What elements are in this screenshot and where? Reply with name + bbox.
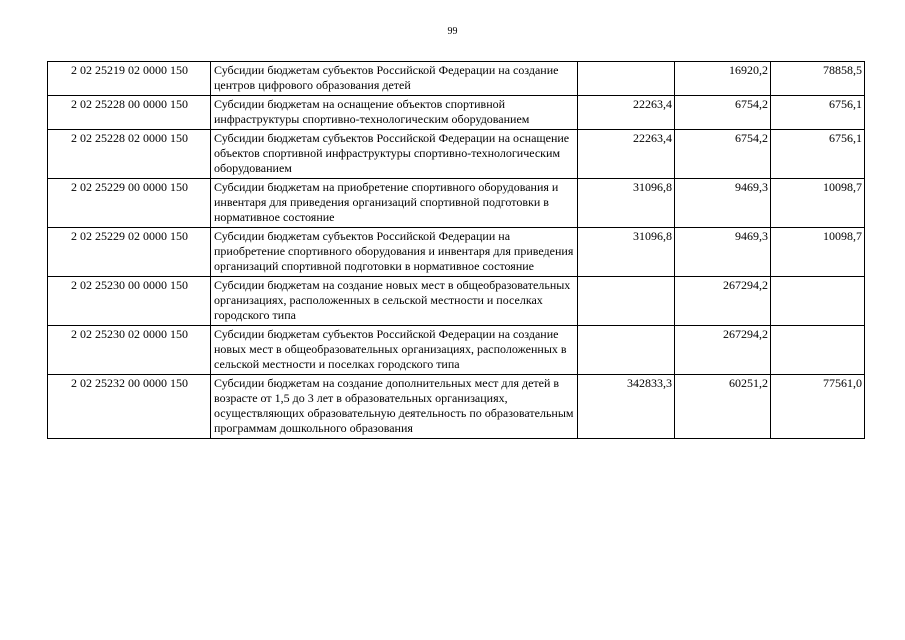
amount-cell-1 xyxy=(578,62,675,96)
amount-cell-3: 6756,1 xyxy=(771,96,865,130)
budget-code-cell: 2 02 25229 00 0000 150 xyxy=(48,179,211,228)
amount-cell-1: 342833,3 xyxy=(578,375,675,439)
amount-cell-1: 22263,4 xyxy=(578,130,675,179)
budget-code-cell: 2 02 25230 02 0000 150 xyxy=(48,326,211,375)
amount-cell-3 xyxy=(771,277,865,326)
budget-code-cell: 2 02 25219 02 0000 150 xyxy=(48,62,211,96)
subsidy-name-cell: Субсидии бюджетам на создание новых мест в общеобразовательных организациях, расположенных в сельской местности и поселках городского типа xyxy=(211,277,578,326)
amount-cell-3: 10098,7 xyxy=(771,179,865,228)
amount-cell-2: 267294,2 xyxy=(675,277,771,326)
table-row xyxy=(48,62,865,96)
table-row xyxy=(48,130,865,179)
subsidy-name-cell: Субсидии бюджетам субъектов Российской Федерации на создание новых мест в общеобразовательных организациях, расположенных в сельской местности и поселках городского типа xyxy=(211,326,578,375)
amount-cell-1 xyxy=(578,277,675,326)
table-row xyxy=(48,326,865,375)
amount-cell-2: 9469,3 xyxy=(675,179,771,228)
budget-code-cell: 2 02 25232 00 0000 150 xyxy=(48,375,211,439)
budget-table xyxy=(47,61,865,439)
amount-cell-2: 16920,2 xyxy=(675,62,771,96)
amount-cell-1: 31096,8 xyxy=(578,179,675,228)
amount-cell-1: 22263,4 xyxy=(578,96,675,130)
amount-cell-3 xyxy=(771,326,865,375)
budget-code-cell: 2 02 25229 02 0000 150 xyxy=(48,228,211,277)
table-row xyxy=(48,277,865,326)
subsidy-name-cell: Субсидии бюджетам на оснащение объектов спортивной инфраструктуры спортивно-технологическим оборудованием xyxy=(211,96,578,130)
amount-cell-1 xyxy=(578,326,675,375)
amount-cell-3: 10098,7 xyxy=(771,228,865,277)
table-row xyxy=(48,228,865,277)
table-row xyxy=(48,96,865,130)
budget-code-cell: 2 02 25228 00 0000 150 xyxy=(48,96,211,130)
amount-cell-3: 78858,5 xyxy=(771,62,865,96)
table-row xyxy=(48,179,865,228)
subsidy-name-cell: Субсидии бюджетам субъектов Российской Федерации на приобретение спортивного оборудования и инвентаря для приведения организаций спортивной подготовки в нормативное состояние xyxy=(211,228,578,277)
budget-code-cell: 2 02 25228 02 0000 150 xyxy=(48,130,211,179)
amount-cell-2: 6754,2 xyxy=(675,130,771,179)
amount-cell-2: 9469,3 xyxy=(675,228,771,277)
budget-code-cell: 2 02 25230 00 0000 150 xyxy=(48,277,211,326)
amount-cell-2: 6754,2 xyxy=(675,96,771,130)
amount-cell-3: 77561,0 xyxy=(771,375,865,439)
subsidy-name-cell: Субсидии бюджетам субъектов Российской Федерации на оснащение объектов спортивной инфраструктуры спортивно-технологическим оборудованием xyxy=(211,130,578,179)
subsidy-name-cell: Субсидии бюджетам субъектов Российской Федерации на создание центров цифрового образования детей xyxy=(211,62,578,96)
page-number: 99 xyxy=(447,26,458,37)
table-row xyxy=(48,375,865,439)
amount-cell-3: 6756,1 xyxy=(771,130,865,179)
subsidy-name-cell: Субсидии бюджетам на создание дополнительных мест для детей в возрасте от 1,5 до 3 лет в образовательных организациях, осуществляющих образовательную деятельность по образовательным программам дошкольного образования xyxy=(211,375,578,439)
amount-cell-2: 267294,2 xyxy=(675,326,771,375)
subsidy-name-cell: Субсидии бюджетам на приобретение спортивного оборудования и инвентаря для приведения организаций спортивной подготовки в нормативное состояние xyxy=(211,179,578,228)
amount-cell-2: 60251,2 xyxy=(675,375,771,439)
amount-cell-1: 31096,8 xyxy=(578,228,675,277)
